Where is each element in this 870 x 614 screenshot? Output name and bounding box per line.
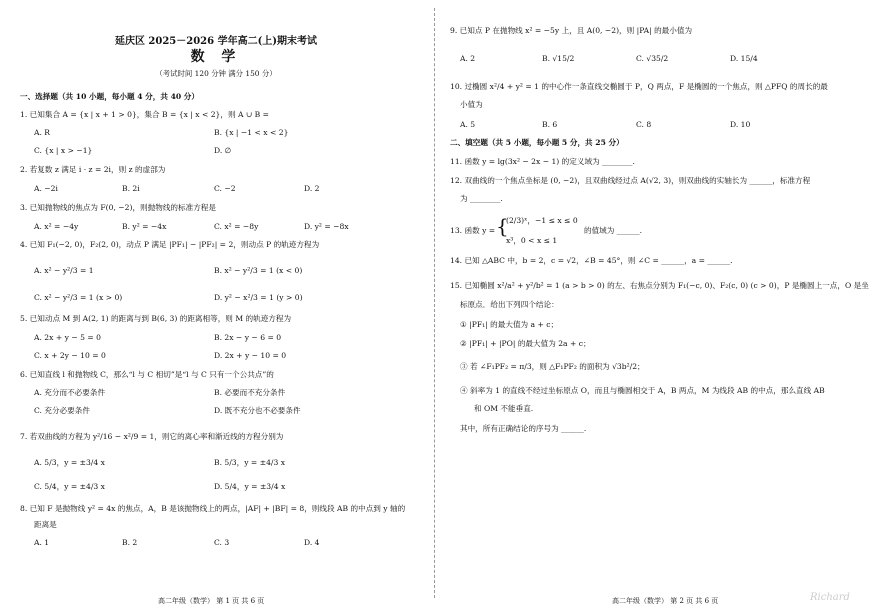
conclusion-2: ② |PF₁| + |PO| 的最大值为 2a + c； — [460, 339, 591, 348]
question-14: 14. 已知 △ABC 中，b = 2，c = √2，∠B = 45°，则 ∠C = ______，a = ______. — [450, 256, 733, 265]
question-13-suffix: 的值域为 ______. — [584, 226, 642, 235]
q9-option-d: D. 15/4 — [730, 54, 758, 63]
subject-title: 数 学 — [190, 49, 242, 65]
q1-option-a: A. R — [34, 128, 51, 137]
question-11: 11. 函数 y = lg(3x² − 2x − 1) 的定义域为 ________. — [450, 157, 635, 166]
piecewise-brace: { — [496, 214, 509, 238]
q1-option-b: B. {x | −1 < x < 2} — [214, 128, 289, 137]
q2-option-d: D. 2 — [304, 184, 320, 193]
q4-option-c: C. x² − y²/3 = 1 (x > 0) — [34, 293, 123, 302]
q10-option-b: B. 6 — [542, 120, 558, 129]
q8-option-b: B. 2 — [122, 538, 138, 547]
conclusion-4-cont: 和 OM 不能垂直. — [474, 404, 534, 413]
q6-option-b: B. 必要而不充分条件 — [214, 388, 286, 397]
question-3: 3. 已知抛物线的焦点为 F(0, −2)，则抛物线的标准方程是 — [20, 203, 216, 212]
q10-option-d: D. 10 — [730, 120, 751, 129]
question-7: 7. 若双曲线的方程为 y²/16 − x²/9 = 1，则它的离心率和渐近线的方程分别为 — [20, 432, 284, 441]
q7-option-c: C. 5/4，y = ±4/3 x — [34, 482, 105, 491]
question-13-prefix: 13. 函数 y = — [450, 226, 496, 235]
q8-option-d: D. 4 — [304, 538, 320, 547]
q7-option-a: A. 5/3，y = ±3/4 x — [34, 458, 105, 467]
question-8-cont: 距离是 — [34, 520, 57, 529]
q5-option-a: A. 2x + y − 5 = 0 — [34, 333, 101, 342]
exam-title: 延庆区 2025－2026 学年高二(上)期末考试 — [114, 36, 318, 47]
question-4: 4. 已知 F₁(−2, 0)，F₂(2, 0)，动点 P 满足 |PF₁| − |PF₂| = 2，则动点 P 的轨迹方程为 — [20, 240, 320, 249]
conclusion-4: ④ 斜率为 1 的直线不经过坐标原点 O，而且与椭圆相交于 A，B 两点，M 为线段 AB 的中点，那么直线 AB — [460, 386, 825, 395]
question-6: 6. 已知直线 l 和抛物线 C，那么“l 与 C 相切”是“l 与 C 只有一个公共点”的 — [20, 370, 274, 379]
q3-option-b: B. y² = −4x — [122, 222, 167, 231]
page-divider — [434, 8, 435, 598]
q4-option-b: B. x² − y²/3 = 1 (x < 0) — [214, 266, 303, 275]
question-2: 2. 若复数 z 满足 i · z = 2i，则 z 的虚部为 — [20, 165, 166, 174]
question-10: 10. 过椭圆 x²/4 + y² = 1 的中心作一条直线交椭圆于 P，Q 两点，F 是椭圆的一个焦点，则 △PFQ 的周长的最 — [450, 82, 828, 91]
q2-option-a: A. −2i — [34, 184, 58, 193]
section-heading-fill: 二、填空题（共 5 小题，每小题 5 分，共 25 分） — [450, 138, 624, 147]
q6-option-c: C. 充分必要条件 — [34, 406, 90, 415]
q1-option-d: D. ∅ — [214, 146, 232, 155]
q10-option-c: C. 8 — [636, 120, 652, 129]
q9-option-c: C. √35/2 — [636, 54, 669, 63]
q8-option-c: C. 3 — [214, 538, 230, 547]
page-2 — [440, 0, 870, 614]
q9-option-a: A. 2 — [460, 54, 476, 63]
q4-option-d: D. y² − x²/3 = 1 (y > 0) — [214, 293, 303, 302]
watermark-text: Richard — [810, 592, 850, 603]
exam-info: （考试时间 120 分钟 满分 150 分） — [155, 69, 277, 78]
question-12: 12. 双曲线的一个焦点坐标是 (0, −2)，且双曲线经过点 A(√2, 3)，则双曲线的实轴长为 ______，标准方程 — [450, 176, 811, 185]
q6-option-a: A. 充分而不必要条件 — [34, 388, 106, 397]
page-footer-1: 高二年级（数学） 第 1 页 共 6 页 — [158, 597, 265, 605]
conclusion-1: ① |PF₁| 的最大值为 a + c； — [460, 320, 559, 329]
q8-option-a: A. 1 — [34, 538, 50, 547]
question-9: 9. 已知点 P 在抛物线 x² = −5y 上，且 A(0, −2)，则 |PA| 的最小值为 — [450, 26, 693, 35]
question-15-answer: 其中，所有正确结论的序号为 ______. — [460, 424, 587, 433]
q10-option-a: A. 5 — [460, 120, 476, 129]
conclusion-3: ③ 若 ∠F₁PF₂ = π/3，则 △F₁PF₂ 的面积为 √3b²/2； — [460, 362, 645, 371]
question-5: 5. 已知动点 M 到 A(2, 1) 的距离与到 B(6, 3) 的距离相等，则 M 的轨迹方程为 — [20, 314, 292, 323]
q7-option-b: B. 5/3，y = ±4/3 x — [214, 458, 285, 467]
q3-option-a: A. x² = −4y — [34, 222, 79, 231]
page-footer-2: 高二年级（数学） 第 2 页 共 6 页 — [612, 597, 719, 605]
question-10-cont: 小值为 — [460, 100, 483, 109]
q5-option-c: C. x + 2y − 10 = 0 — [34, 351, 106, 360]
q1-option-c: C. {x | x > −1} — [34, 146, 93, 155]
question-13-case2: x³，0 < x ≤ 1 — [506, 236, 558, 245]
q9-option-b: B. √15/2 — [542, 54, 575, 63]
page-1 — [0, 0, 432, 614]
question-15-cont: 标原点．给出下列四个结论： — [460, 300, 559, 309]
question-8: 8. 已知 F 是抛物线 y² = 4x 的焦点，A，B 是该抛物线上的两点，|AF| + |BF| = 8，则线段 AB 的中点到 y 轴的 — [20, 504, 406, 513]
question-15: 15. 已知椭圆 x²/a² + y²/b² = 1 (a > b > 0) 的左、右焦点分别为 F₁(−c, 0)、F₂(c, 0) (c > 0)，P 是椭圆上一点，O 是坐 — [450, 281, 869, 290]
q5-option-b: B. 2x − y − 6 = 0 — [214, 333, 282, 342]
question-1: 1. 已知集合 A = {x | x + 1 > 0}，集合 B = {x | x < 2}，则 A ∪ B = — [20, 110, 270, 119]
q7-option-d: D. 5/4，y = ±3/4 x — [214, 482, 286, 491]
question-12-cont: 为 ________. — [460, 194, 503, 203]
section-heading-choice: 一、选择题（共 10 小题，每小题 4 分，共 40 分） — [20, 92, 199, 101]
question-13-case1: (2/3)ˣ，−1 ≤ x ≤ 0 — [506, 216, 578, 225]
q2-option-b: B. 2i — [122, 184, 140, 193]
q3-option-d: D. y² = −8x — [304, 222, 349, 231]
q5-option-d: D. 2x + y − 10 = 0 — [214, 351, 287, 360]
q6-option-d: D. 既不充分也不必要条件 — [214, 406, 301, 415]
q2-option-c: C. −2 — [214, 184, 236, 193]
q4-option-a: A. x² − y²/3 = 1 — [34, 266, 94, 275]
q3-option-c: C. x² = −8y — [214, 222, 259, 231]
